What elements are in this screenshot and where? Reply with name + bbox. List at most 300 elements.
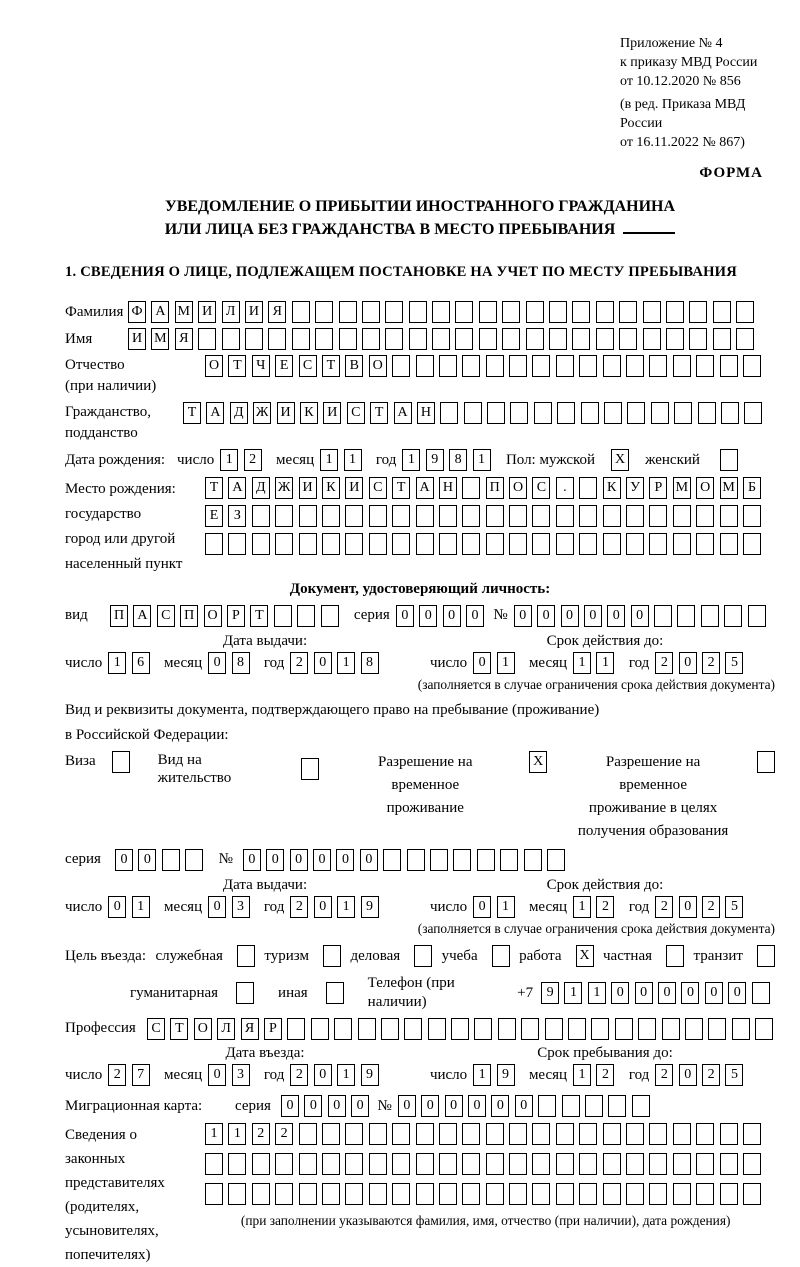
form-cell — [579, 477, 597, 499]
citizenship-row — [65, 402, 775, 444]
form-cell — [673, 1123, 691, 1145]
representatives-cells-row3 — [205, 1183, 766, 1205]
form-cell: А — [394, 402, 412, 424]
residence-dates-row — [65, 896, 775, 918]
day-label: число — [177, 451, 215, 468]
form-cell: 2 — [252, 1123, 270, 1145]
form-cell: 0 — [243, 849, 261, 871]
form-cell — [311, 1018, 329, 1040]
appendix-line: к приказу МВД России — [620, 55, 758, 70]
identity-valid-year — [655, 652, 749, 674]
form-cell: М — [720, 477, 738, 499]
form-cell: 2 — [596, 896, 614, 918]
form-cell: 1 — [573, 896, 591, 918]
form-cell — [392, 355, 410, 377]
form-cell: 0 — [290, 849, 308, 871]
form-cell — [345, 533, 363, 555]
form-cell — [322, 1183, 340, 1205]
form-label: ФОРМА — [699, 165, 763, 181]
purpose-option-checkbox — [407, 945, 432, 967]
form-cell: 6 — [132, 652, 150, 674]
form-cell — [720, 1183, 738, 1205]
form-cell — [720, 1123, 738, 1145]
form-cell: Н — [439, 477, 457, 499]
form-cell — [358, 1018, 376, 1040]
form-cell: 7 — [132, 1064, 150, 1086]
form-cell — [549, 301, 567, 323]
form-cell — [556, 355, 574, 377]
appendix-block — [620, 34, 775, 152]
migration-number-cells — [398, 1095, 655, 1117]
form-cell — [556, 1183, 574, 1205]
form-cell — [299, 1153, 317, 1175]
form-cell — [439, 1153, 457, 1175]
form-cell: 0 — [138, 849, 156, 871]
purpose-label: Цель въезда: — [65, 947, 146, 964]
form-cell: Ч — [252, 355, 270, 377]
form-cell: К — [300, 402, 318, 424]
form-cell — [596, 328, 614, 350]
doc-type-label: вид — [65, 607, 88, 624]
form-cell — [689, 301, 707, 323]
form-cell: О — [509, 477, 527, 499]
purpose-option-label: деловая — [350, 947, 401, 964]
form-cell: 0 — [266, 849, 284, 871]
residence-issue-heading: Дата выдачи: — [222, 876, 308, 893]
form-cell — [439, 505, 457, 527]
purpose-option-checkbox — [659, 945, 684, 967]
form-cell: А — [151, 301, 169, 323]
residence-permit-label: Вид на жительство — [157, 751, 232, 787]
form-cell — [701, 605, 719, 627]
form-cell: 0 — [607, 605, 625, 627]
form-cell — [643, 328, 661, 350]
residence-series-cells — [115, 849, 209, 871]
appendix-line: Приложение № 4 — [620, 36, 723, 51]
form-cell — [649, 355, 667, 377]
form-cell — [369, 533, 387, 555]
form-cell — [502, 328, 520, 350]
form-cell — [486, 355, 504, 377]
form-cell — [112, 751, 130, 773]
form-cell: Ж — [275, 477, 293, 499]
form-cell: 2 — [290, 896, 308, 918]
revision-line: от 16.11.2022 № 867) — [620, 135, 745, 150]
form-cell — [713, 301, 731, 323]
form-cell: Т — [250, 605, 268, 627]
form-cell: X — [576, 945, 594, 967]
form-cell: О — [194, 1018, 212, 1040]
appendix-line: от 10.12.2020 № 856 — [620, 74, 741, 89]
form-cell — [228, 1183, 246, 1205]
form-cell — [432, 328, 450, 350]
form-cell: Д — [252, 477, 270, 499]
form-cell: И — [277, 402, 295, 424]
purpose-option-checkbox — [230, 945, 255, 967]
name-label: Имя — [65, 330, 93, 347]
form-cell — [345, 1183, 363, 1205]
form-cell — [185, 849, 203, 871]
purpose-option-label: гуманитарная — [130, 984, 219, 1001]
form-cell — [547, 849, 565, 871]
form-cell — [603, 355, 621, 377]
birth-place-cells-row3 — [205, 533, 766, 555]
form-title-line1: УВЕДОМЛЕНИЕ О ПРИБЫТИИ ИНОСТРАННОГО ГРАЖДАНИНА — [164, 197, 676, 215]
form-cell — [492, 945, 510, 967]
form-cell: 1 — [344, 449, 362, 471]
form-cell: 1 — [337, 652, 355, 674]
form-cell: 0 — [314, 896, 332, 918]
sex-male-label: Пол: мужской — [505, 451, 596, 468]
year-label: год — [628, 899, 650, 916]
form-cell: 1 — [573, 652, 591, 674]
form-cell — [534, 402, 552, 424]
form-cell: 0 — [473, 652, 491, 674]
form-cell — [524, 849, 542, 871]
month-label: месяц — [164, 1067, 203, 1084]
form-cell — [748, 605, 766, 627]
identity-valid-month — [573, 652, 620, 674]
form-cell — [673, 1183, 691, 1205]
form-cell: 0 — [208, 896, 226, 918]
month-label: месяц — [276, 451, 315, 468]
form-cell — [252, 505, 270, 527]
visa-checkbox — [102, 751, 130, 773]
form-cell — [556, 1123, 574, 1145]
form-cell — [236, 982, 254, 1004]
form-cell — [430, 849, 448, 871]
form-cell: 2 — [655, 1064, 673, 1086]
migration-series-cells — [281, 1095, 375, 1117]
form-cell: 9 — [361, 896, 379, 918]
form-cell — [287, 1018, 305, 1040]
form-cell: Л — [217, 1018, 235, 1040]
name-row — [65, 328, 775, 350]
form-cell: Т — [228, 355, 246, 377]
section1-heading: 1. СВЕДЕНИЯ О ЛИЦЕ, ПОДЛЕЖАЩЕМ ПОСТАНОВКЕ НА УЧЕТ ПО МЕСТУ ПРЕБЫВАНИЯ — [65, 263, 737, 280]
form-cell — [228, 1153, 246, 1175]
form-cell — [608, 1095, 626, 1117]
day-label: число — [429, 1067, 468, 1084]
form-cell — [626, 1123, 644, 1145]
form-cell: 1 — [596, 652, 614, 674]
form-cell: 0 — [314, 1064, 332, 1086]
form-cell — [407, 849, 425, 871]
representatives-cells-row1 — [205, 1123, 766, 1145]
form-cell — [322, 1123, 340, 1145]
form-cell: 0 — [631, 605, 649, 627]
form-cell: 0 — [728, 982, 746, 1004]
purpose-option-checkbox — [318, 982, 344, 1004]
form-cell: 0 — [679, 896, 697, 918]
form-cell — [510, 402, 528, 424]
form-cell — [474, 1018, 492, 1040]
form-cell — [689, 328, 707, 350]
sex-female-label: женский — [645, 451, 700, 468]
representatives-block — [65, 1123, 775, 1267]
form-cell: 0 — [443, 605, 461, 627]
purpose-option-checkbox — [228, 982, 254, 1004]
form-cell — [673, 355, 691, 377]
migration-number-label: № — [377, 1098, 392, 1115]
form-cell — [649, 1183, 667, 1205]
residence-valid-month — [573, 896, 620, 918]
form-cell: 0 — [313, 849, 331, 871]
form-cell — [603, 505, 621, 527]
form-cell: 2 — [244, 449, 262, 471]
form-cell: Б — [743, 477, 761, 499]
form-cell — [487, 402, 505, 424]
form-cell: 8 — [449, 449, 467, 471]
form-cell — [334, 1018, 352, 1040]
form-cell: Я — [175, 328, 193, 350]
form-cell — [339, 328, 357, 350]
month-label: месяц — [528, 1067, 568, 1084]
day-label: число — [429, 655, 468, 672]
form-cell — [369, 505, 387, 527]
form-cell — [627, 402, 645, 424]
form-cell — [299, 505, 317, 527]
edu-permit-label: Разрешение на временное проживание в целях получения образования — [577, 753, 729, 839]
purpose-option-label: иная — [278, 984, 308, 1001]
form-cell: 0 — [398, 1095, 416, 1117]
form-cell: Я — [241, 1018, 259, 1040]
representatives-label: Сведения о законных представителях (родителях, усыновителях, попечителях) — [65, 1127, 165, 1264]
form-cell: Р — [264, 1018, 282, 1040]
entry-year — [290, 1064, 384, 1086]
form-cell: 0 — [514, 605, 532, 627]
form-cell — [299, 1123, 317, 1145]
form-cell — [477, 849, 495, 871]
form-cell — [619, 301, 637, 323]
form-cell: 0 — [679, 652, 697, 674]
form-cell: К — [322, 477, 340, 499]
form-cell — [339, 301, 357, 323]
form-cell — [626, 1183, 644, 1205]
form-cell: О — [369, 355, 387, 377]
form-cell — [462, 477, 480, 499]
birth-year-cells — [402, 449, 496, 471]
form-cell — [720, 355, 738, 377]
form-cell — [757, 945, 775, 967]
form-cell: П — [110, 605, 128, 627]
form-cell — [743, 1153, 761, 1175]
purpose-option-label: служебная — [155, 947, 223, 964]
form-cell — [698, 402, 716, 424]
migration-series-label: серия — [235, 1098, 271, 1115]
form-cell — [439, 1183, 457, 1205]
form-cell — [649, 505, 667, 527]
form-cell — [392, 1123, 410, 1145]
form-cell: 9 — [361, 1064, 379, 1086]
form-cell — [757, 751, 775, 773]
form-cell: 2 — [702, 652, 720, 674]
citizenship-cells — [183, 402, 768, 424]
form-cell: С — [347, 402, 365, 424]
day-label: число — [429, 899, 468, 916]
form-cell — [383, 849, 401, 871]
form-cell — [498, 1018, 516, 1040]
form-cell — [585, 1095, 603, 1117]
residence-doc-line2: в Российской Федерации: — [65, 726, 229, 743]
form-cell: Л — [222, 301, 240, 323]
stay-day — [473, 1064, 520, 1086]
stay-year — [655, 1064, 749, 1086]
revision-line: (в ред. Приказа МВД России — [620, 97, 746, 131]
form-cell — [579, 1183, 597, 1205]
form-cell — [615, 1018, 633, 1040]
residence-issue-month — [208, 896, 255, 918]
form-cell — [462, 1123, 480, 1145]
form-cell — [526, 328, 544, 350]
form-cell — [509, 355, 527, 377]
birth-date-row — [65, 449, 775, 471]
form-cell — [322, 533, 340, 555]
patronymic-row — [65, 355, 775, 397]
form-cell — [326, 982, 344, 1004]
patronymic-cells — [205, 355, 766, 377]
profession-row — [65, 1018, 775, 1040]
form-cell — [292, 328, 310, 350]
form-cell — [392, 1153, 410, 1175]
surname-label: Фамилия — [65, 303, 124, 320]
form-cell: 1 — [228, 1123, 246, 1145]
identity-issue-day — [108, 652, 155, 674]
form-cell: Д — [230, 402, 248, 424]
form-cell — [268, 328, 286, 350]
form-cell — [579, 355, 597, 377]
form-cell: 1 — [402, 449, 420, 471]
doc-series-cells — [396, 605, 490, 627]
form-cell — [462, 1183, 480, 1205]
form-cell — [500, 849, 518, 871]
form-cell — [274, 605, 292, 627]
form-cell — [696, 533, 714, 555]
form-cell: 9 — [541, 982, 559, 1004]
form-cell — [409, 328, 427, 350]
form-cell — [451, 1018, 469, 1040]
form-cell — [392, 1183, 410, 1205]
form-cell: 0 — [208, 652, 226, 674]
form-cell — [416, 533, 434, 555]
form-cell: О — [204, 605, 222, 627]
residence-permit-checkbox — [291, 758, 319, 780]
doc-series-label: серия — [353, 607, 390, 624]
form-cell: 1 — [588, 982, 606, 1004]
form-cell — [752, 982, 770, 1004]
form-cell: 0 — [115, 849, 133, 871]
form-cell — [323, 945, 341, 967]
year-label: год — [375, 451, 397, 468]
form-cell — [432, 301, 450, 323]
form-cell — [743, 505, 761, 527]
form-cell — [673, 505, 691, 527]
form-cell: 0 — [537, 605, 555, 627]
residence-validity-note: (заполняется в случае ограничения срока действия документа) — [417, 921, 775, 937]
form-cell — [603, 1153, 621, 1175]
doc-type-cells — [110, 605, 344, 627]
month-label: месяц — [164, 655, 203, 672]
form-cell: 0 — [445, 1095, 463, 1117]
form-cell: 2 — [655, 896, 673, 918]
purpose-row — [65, 945, 775, 967]
form-cell — [532, 1153, 550, 1175]
purpose-row2 — [65, 974, 775, 1012]
form-cell: 0 — [515, 1095, 533, 1117]
form-cell: С — [299, 355, 317, 377]
form-cell: Т — [370, 402, 388, 424]
identity-doc-heading: Документ, удостоверяющий личность: — [289, 580, 551, 597]
form-cell — [603, 1123, 621, 1145]
form-cell — [696, 1183, 714, 1205]
form-cell — [572, 301, 590, 323]
form-cell — [579, 1123, 597, 1145]
form-cell: С — [369, 477, 387, 499]
representatives-note: (при заполнении указываются фамилия, имя, отчество (при наличии), дата рождения) — [240, 1213, 731, 1229]
birth-place-label: Место рождения: государство город или другой населенный пункт — [65, 480, 183, 572]
purpose-option-label: частная — [603, 947, 653, 964]
form-cell: М — [673, 477, 691, 499]
form-cell: 1 — [205, 1123, 223, 1145]
form-cell — [464, 402, 482, 424]
form-cell: 0 — [360, 849, 378, 871]
form-cell — [486, 533, 504, 555]
form-cell — [603, 533, 621, 555]
form-cell: Т — [392, 477, 410, 499]
form-cell — [198, 328, 216, 350]
form-cell: 2 — [290, 1064, 308, 1086]
form-cell — [662, 1018, 680, 1040]
form-cell — [509, 505, 527, 527]
form-cell: Т — [322, 355, 340, 377]
form-cell: 0 — [679, 1064, 697, 1086]
form-cell: И — [323, 402, 341, 424]
form-cell — [245, 328, 263, 350]
title-underline — [623, 232, 675, 234]
form-cell — [696, 1123, 714, 1145]
form-cell — [638, 1018, 656, 1040]
form-cell: 0 — [396, 605, 414, 627]
form-cell: 1 — [573, 1064, 591, 1086]
purpose-option-label: учеба — [441, 947, 478, 964]
form-cell: 1 — [108, 652, 126, 674]
form-cell — [486, 1183, 504, 1205]
form-cell: 1 — [337, 1064, 355, 1086]
entry-day — [108, 1064, 155, 1086]
form-cell — [743, 355, 761, 377]
stay-month — [573, 1064, 620, 1086]
form-cell — [581, 402, 599, 424]
form-cell: X — [611, 449, 629, 471]
form-cell: 0 — [611, 982, 629, 1004]
citizenship-label: Гражданство, подданство — [65, 403, 152, 441]
residence-issue-year — [290, 896, 384, 918]
form-cell: 2 — [290, 652, 308, 674]
form-cell — [486, 1123, 504, 1145]
form-cell — [619, 328, 637, 350]
form-cell: 0 — [208, 1064, 226, 1086]
form-cell — [572, 328, 590, 350]
form-cell: 1 — [564, 982, 582, 1004]
form-cell: 0 — [328, 1095, 346, 1117]
form-cell — [509, 1123, 527, 1145]
form-cell: 9 — [497, 1064, 515, 1086]
day-label: число — [65, 899, 103, 916]
form-cell — [416, 1183, 434, 1205]
form-cell — [362, 328, 380, 350]
form-cell — [502, 301, 520, 323]
form-cell — [666, 945, 684, 967]
